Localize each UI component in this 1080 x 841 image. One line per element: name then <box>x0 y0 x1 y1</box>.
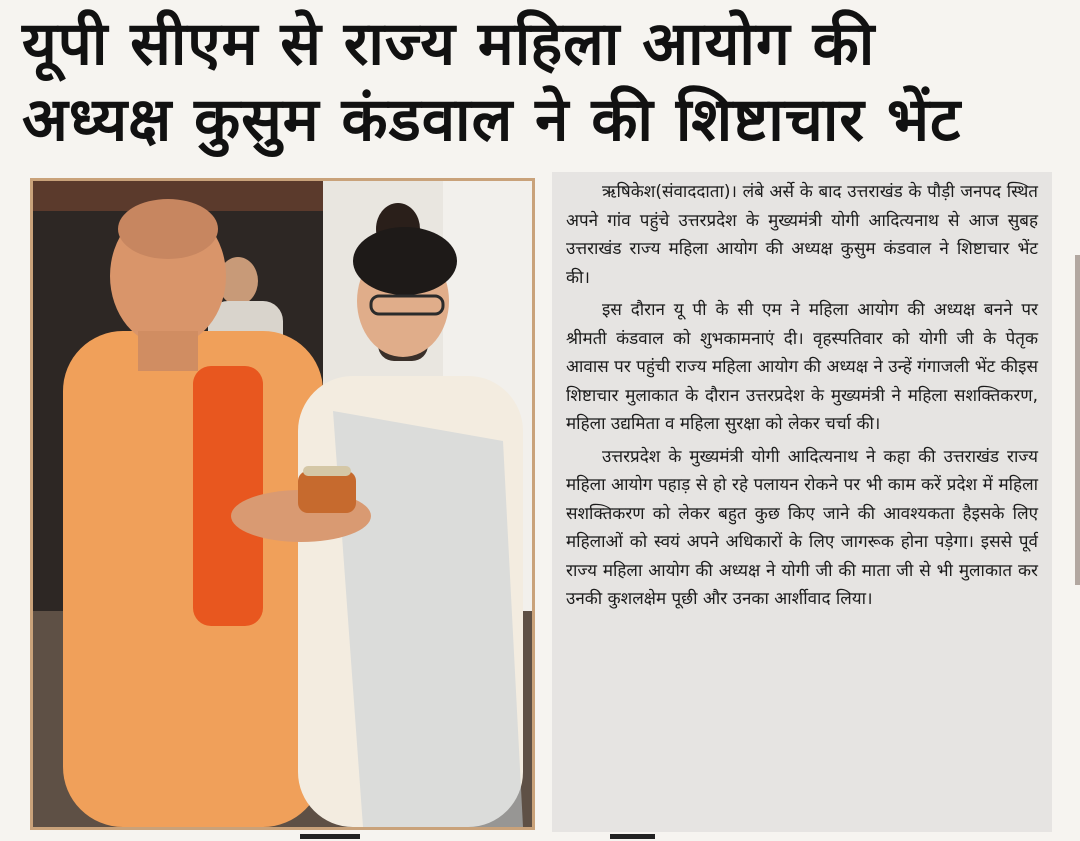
article-paragraph-1: ऋषिकेश(संवाददाता)। लंबे अर्से के बाद उत्तराखंड के पौड़ी जनपद स्थित अपने गांव पहुंचे उत्तरप्रदेश के मुख्यमंत्री योगी आदित्यनाथ से आज सुबह उत्तराखंड राज्य महिला आयोग की अध्यक्ष कुसुम कंडवाल ने शिष्टाचार भेंट की। <box>566 182 1038 288</box>
headline <box>22 6 1062 158</box>
photo-illustration <box>33 181 532 827</box>
news-photo <box>30 178 535 830</box>
article-paragraph-2: इस दौरान यू पी के सी एम ने महिला आयोग की अध्यक्ष बनने पर श्रीमती कंडवाल को शुभकामनाएं दी। वृहस्पतिवार को योगी जी के पेतृक आवास पर पहुंची राज्य महिला आयोग की अध्यक्ष ने उन्हें गंगाजली भेंट कीइस शिष्टाचार मुलाकात के दौरान उत्तरप्रदेश के मुख्यमंत्री ने महिला सशक्तिकरण, महिला उद्यमिता व महिला सुरक्षा को लेकर चर्चा की। <box>566 300 1038 434</box>
bottom-text-fragment <box>300 834 360 839</box>
bottom-strip <box>0 832 1080 841</box>
bottom-text-fragment <box>610 834 655 839</box>
adjacent-column-edge <box>1075 255 1080 585</box>
headline-line-1: यूपी सीएम से राज्य महिला आयोग की <box>22 9 876 79</box>
article-body <box>552 172 1052 832</box>
article-paragraph-3: उत्तरप्रदेश के मुख्यमंत्री योगी आदित्यनाथ ने कहा की उत्तराखंड राज्य महिला आयोग पहाड़ से हो रहे पलायन रोकने पर भी काम करें प्रदेश में महिला सशक्तिकरण को लेकर बहुत कुछ किए जाने की आवश्यकता हैइसके लिए महिलाओं को स्वयं अपने अधिकारों के लिए जागरूक होना पड़ेगा। इससे पूर्व राज्य महिला आयोग की अध्यक्ष ने योगी जी की माता जी से भी मुलाकात कर उनकी कुशलक्षेम पूछी और उनका आर्शीवाद लिया। <box>566 446 1038 609</box>
headline-line-2: अध्यक्ष कुसुम कंडवाल ने की शिष्टाचार भेंट <box>22 85 962 155</box>
